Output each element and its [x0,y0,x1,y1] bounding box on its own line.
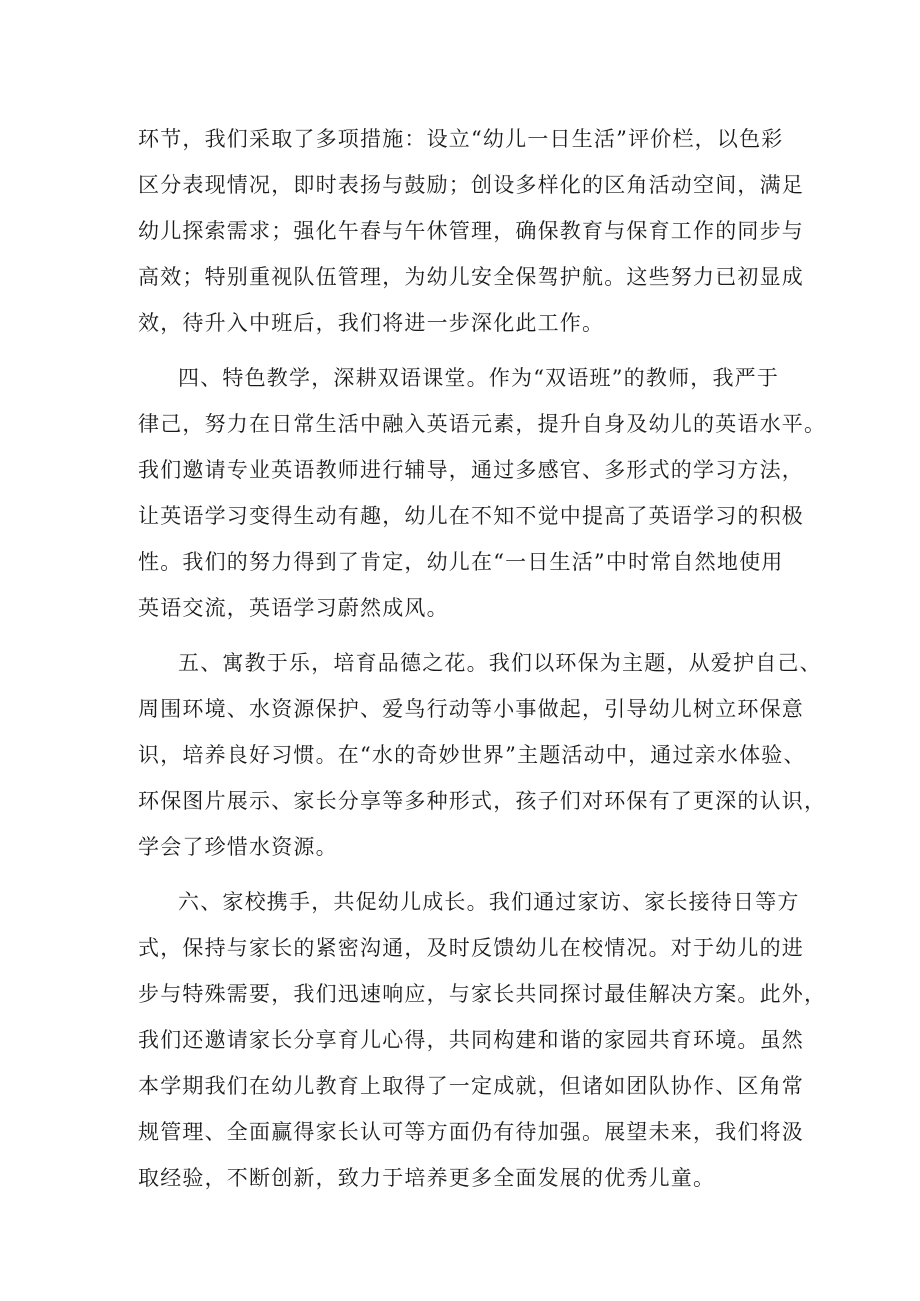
text-line: 我们邀请专业英语教师进行辅导，通过多感官、多形式的学习方法， [138,458,804,482]
text-line: 效，待升入中班后，我们将进一步深化此工作。 [138,311,605,335]
text-line: 周围环境、水资源保护、爱鸟行动等小事做起，引导幼儿树立环保意 [138,697,804,721]
text-line: 识，培养良好习惯。在“水的奇妙世界”主题活动中，通过亲水体验、 [138,743,806,767]
text-line: 取经验，不断创新，致力于培养更多全面发展的优秀儿童。 [138,1166,716,1190]
text-line: 四、特色教学，深耕双语课堂。作为“双语班”的教师，我严于 [178,366,780,390]
text-line: 性。我们的努力得到了肯定，幼儿在“一日生活”中时常自然地使用 [138,550,784,574]
paragraph-continuation [138,116,804,346]
text-line: 式，保持与家长的紧密沟通，及时反馈幼儿在校情况。对于幼儿的进 [138,936,804,960]
text-line: 规管理、全面赢得家长认可等方面仍有待加强。展望未来，我们将汲 [138,1120,804,1144]
text-line: 环保图片展示、家长分享等多种形式，孩子们对环保有了更深的认识， [138,789,827,813]
text-line: 我们还邀请家长分享育儿心得，共同构建和谐的家园共育环境。虽然 [138,1028,804,1052]
document-body [138,116,827,1210]
paragraph-section-5 [138,640,827,870]
text-line: 高效；特别重视队伍管理，为幼儿安全保驾护航。这些努力已初显成 [138,265,804,289]
text-line: 六、家校携手，共促幼儿成长。我们通过家访、家长接待日等方 [178,890,800,914]
text-line: 五、寓教于乐，培育品德之花。我们以环保为主题，从爱护自己、 [178,651,822,675]
text-line: 律己，努力在日常生活中融入英语元素，提升自身及幼儿的英语水平。 [138,412,827,436]
text-line: 步与特殊需要，我们迅速响应，与家长共同探讨最佳解决方案。此外， [138,982,827,1006]
paragraph-section-4 [138,355,827,631]
text-line: 让英语学习变得生动有趣，幼儿在不知不觉中提高了英语学习的积极 [138,504,804,528]
text-line: 本学期我们在幼儿教育上取得了一定成就，但诸如团队协作、区角常 [138,1074,804,1098]
text-line: 英语交流，英语学习蔚然成风。 [138,596,449,620]
text-line: 学会了珍惜水资源。 [138,835,338,859]
text-line: 区分表现情况，即时表扬与鼓励；创设多样化的区角活动空间，满足 [138,173,804,197]
text-line: 幼儿探索需求；强化午舂与午休管理，确保教育与保育工作的同步与 [138,219,804,243]
text-line: 环节，我们采取了多项措施：设立“幼儿一日生活”评价栏，以色彩 [138,127,784,151]
paragraph-section-6 [138,879,827,1201]
